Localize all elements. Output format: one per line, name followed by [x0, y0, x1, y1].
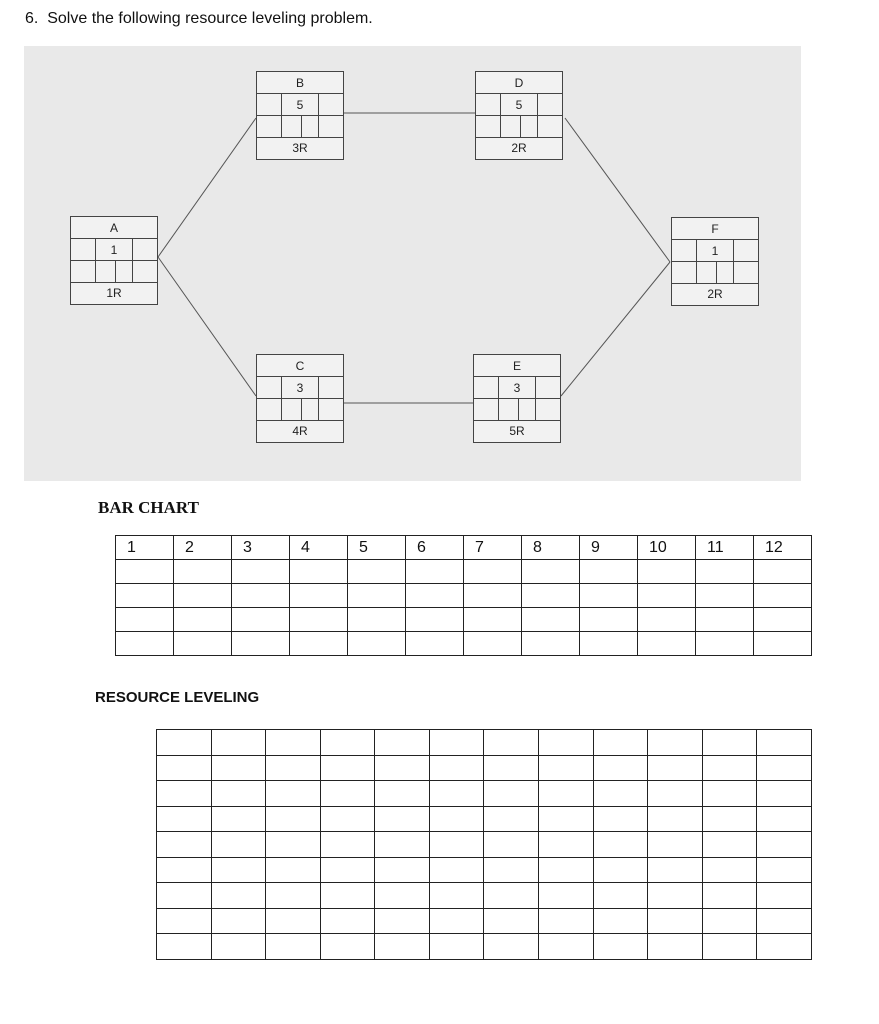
- question-number: 6.: [25, 10, 39, 27]
- leveling-row[interactable]: [157, 883, 812, 909]
- arrow-a-c: [158, 257, 256, 396]
- leveling-row[interactable]: [157, 730, 812, 756]
- activity-resource: 2R: [707, 287, 723, 301]
- day-header-cell: 5: [348, 536, 406, 560]
- activity-resource: 2R: [511, 141, 527, 155]
- activity-duration: 3: [498, 377, 536, 398]
- question-heading: [25, 10, 373, 28]
- day-header-cell: 9: [580, 536, 638, 560]
- bar-row[interactable]: [116, 632, 812, 656]
- activity-name: E: [512, 358, 521, 373]
- bar-row[interactable]: [116, 608, 812, 632]
- resource-leveling-title: RESOURCE LEVELING: [95, 689, 260, 706]
- day-header-cell: 12: [754, 536, 812, 560]
- leveling-row[interactable]: [157, 806, 812, 832]
- day-header-row: [116, 536, 812, 560]
- activity-node-e: [473, 354, 561, 443]
- question-text: Solve the following resource leveling problem.: [47, 10, 373, 27]
- activity-name: C: [295, 358, 305, 373]
- activity-duration: 1: [95, 239, 133, 260]
- day-header-cell: 10: [638, 536, 696, 560]
- arrow-d-f: [565, 118, 670, 262]
- leveling-row[interactable]: [157, 755, 812, 781]
- activity-node-a: [70, 216, 158, 305]
- activity-duration: 3: [281, 377, 319, 398]
- leveling-row[interactable]: [157, 934, 812, 960]
- bar-chart-title: BAR CHART: [98, 498, 199, 517]
- activity-node-d: [475, 71, 563, 160]
- day-header-cell: 2: [174, 536, 232, 560]
- leveling-row[interactable]: [157, 832, 812, 858]
- day-header-cell: 1: [116, 536, 174, 560]
- activity-name: F: [711, 221, 719, 236]
- activity-resource: 1R: [106, 286, 122, 300]
- activity-resource: 4R: [292, 424, 308, 438]
- day-header-cell: 7: [464, 536, 522, 560]
- activity-resource: 5R: [509, 424, 525, 438]
- activity-node-b: [256, 71, 344, 160]
- activity-duration: 5: [500, 94, 538, 115]
- bar-chart-grid: [115, 535, 812, 656]
- activity-node-c: [256, 354, 344, 443]
- activity-duration: 5: [281, 94, 319, 115]
- activity-name: D: [514, 75, 524, 90]
- day-header-cell: 8: [522, 536, 580, 560]
- activity-node-f: [671, 217, 759, 306]
- activity-resource: 3R: [292, 141, 308, 155]
- activity-duration: 1: [696, 240, 734, 261]
- day-header-cell: 6: [406, 536, 464, 560]
- resource-leveling-grid: [156, 729, 812, 960]
- activity-name: A: [109, 220, 118, 235]
- bar-row[interactable]: [116, 584, 812, 608]
- leveling-row[interactable]: [157, 908, 812, 934]
- arrow-a-b: [158, 118, 256, 257]
- leveling-row[interactable]: [157, 857, 812, 883]
- day-header-cell: 3: [232, 536, 290, 560]
- arrow-e-f: [561, 262, 670, 396]
- day-header-cell: 11: [696, 536, 754, 560]
- bar-row[interactable]: [116, 560, 812, 584]
- activity-name: B: [295, 75, 304, 90]
- network-diagram: [24, 46, 801, 481]
- leveling-row[interactable]: [157, 781, 812, 807]
- day-header-cell: 4: [290, 536, 348, 560]
